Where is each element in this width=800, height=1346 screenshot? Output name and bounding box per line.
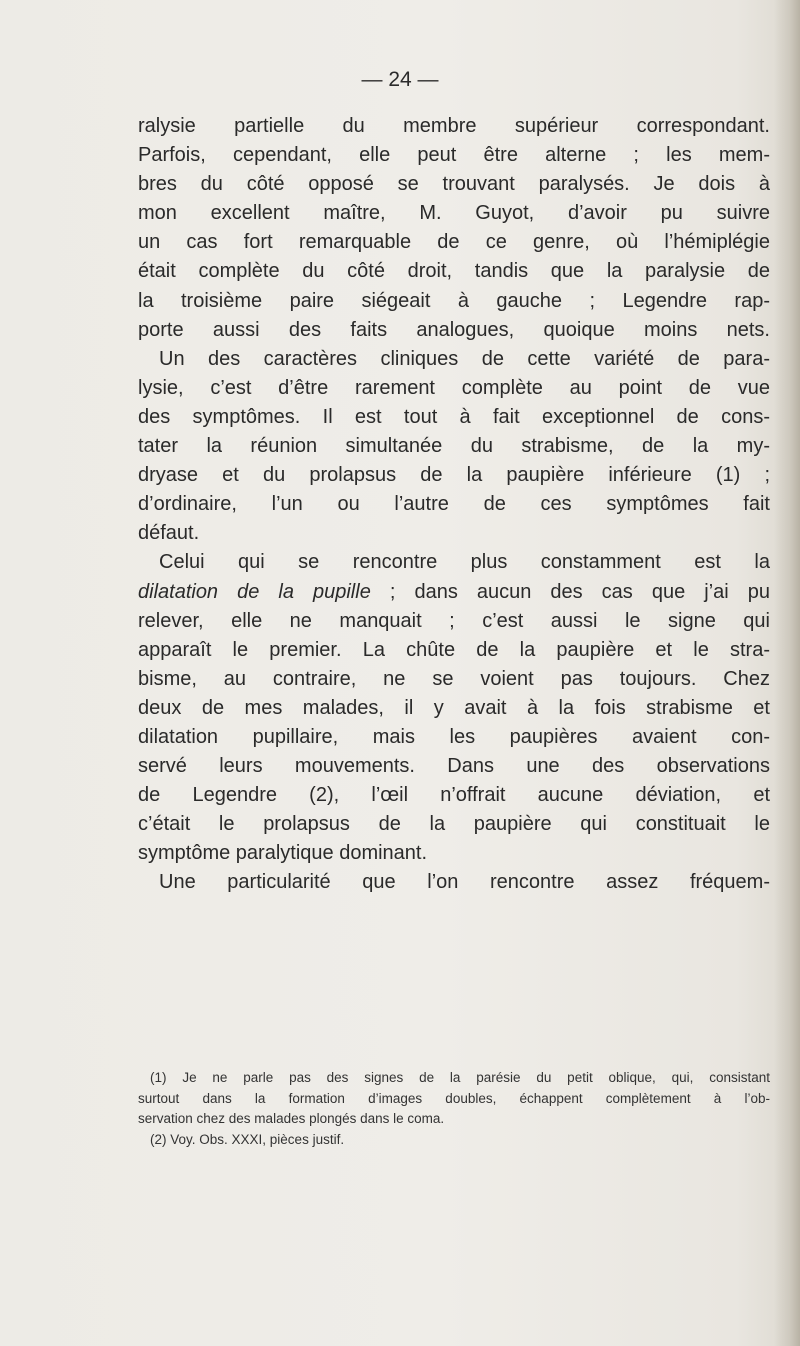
italic-phrase: dilatation de la pupille <box>138 580 371 603</box>
text-line: dilatation pupillaire, mais les paupières avaient con- <box>138 725 770 748</box>
text-line: de Legendre (2), l’œil n’offrait aucune déviation, et <box>138 784 770 807</box>
text-line: des symptômes. Il est tout à fait exceptionnel de cons- <box>138 405 770 428</box>
text-line: bres du côté opposé se trouvant paralysés. Je dois à <box>138 173 770 196</box>
text-line: bisme, au contraire, ne se voient pas toujours. Chez <box>138 667 770 690</box>
text-line: dryase et du prolapsus de la paupière inférieure (1) ; <box>138 464 770 487</box>
footnote-line: (1) Je ne parle pas des signes de la parésie du petit oblique, qui, consistant <box>150 1070 770 1085</box>
body-text <box>138 112 770 898</box>
page-number: — 24 — <box>361 68 439 91</box>
text-line: ralysie partielle du membre supérieur correspondant. <box>138 115 770 137</box>
text-line: deux de mes malades, il y avait à la fois strabisme et <box>138 696 770 719</box>
text-line: porte aussi des faits analogues, quoique moins nets. <box>138 318 770 341</box>
text-line: apparaît le premier. La chûte de la paupière et le stra- <box>138 638 770 661</box>
text-line: c’était le prolapsus de la paupière qui constituait le <box>138 813 770 836</box>
text-line: défaut. <box>138 522 200 545</box>
text-line: la troisième paire siégeait à gauche ; Legendre rap- <box>138 289 770 312</box>
text-line: relever, elle ne manquait ; c’est aussi le signe qui <box>138 609 770 632</box>
line-rest: ; dans aucun des cas que j’ai pu <box>370 580 770 603</box>
text-line: servé leurs mouvements. Dans une des observations <box>138 755 770 778</box>
text-line: lysie, c’est d’être rarement complète au point de vue <box>138 376 770 399</box>
text-line: Celui qui se rencontre plus constamment est la <box>159 551 770 574</box>
text-line: Une particularité que l’on rencontre assez fréquem- <box>159 871 770 894</box>
footnotes <box>138 1068 770 1150</box>
text-line: d’ordinaire, l’un ou l’autre de ces symptômes fait <box>138 493 770 516</box>
text-line: était complète du côté droit, tandis que la paralysie de <box>138 260 770 283</box>
footnote-line: servation chez des malades plongés dans le coma. <box>138 1111 445 1126</box>
text-line: tater la réunion simultanée du strabisme, de la my- <box>138 435 770 458</box>
text-line: Un des caractères cliniques de cette variété de para- <box>159 347 770 370</box>
text-line: Parfois, cependant, elle peut être alterne ; les mem- <box>138 144 770 167</box>
page-edge-shadow <box>774 0 800 1346</box>
footnote-line: (2) Voy. Obs. XXXI, pièces justif. <box>150 1131 345 1147</box>
footnote-line: surtout dans la formation d’images doubles, échappent complètement à l’ob- <box>138 1090 770 1106</box>
text-line: mon excellent maître, M. Guyot, d’avoir pu suivre <box>138 202 770 225</box>
text-line: symptôme paralytique dominant. <box>138 842 428 865</box>
text-line-italic-start <box>138 578 770 607</box>
text-line: un cas fort remarquable de ce genre, où l’hémiplégie <box>138 231 770 254</box>
